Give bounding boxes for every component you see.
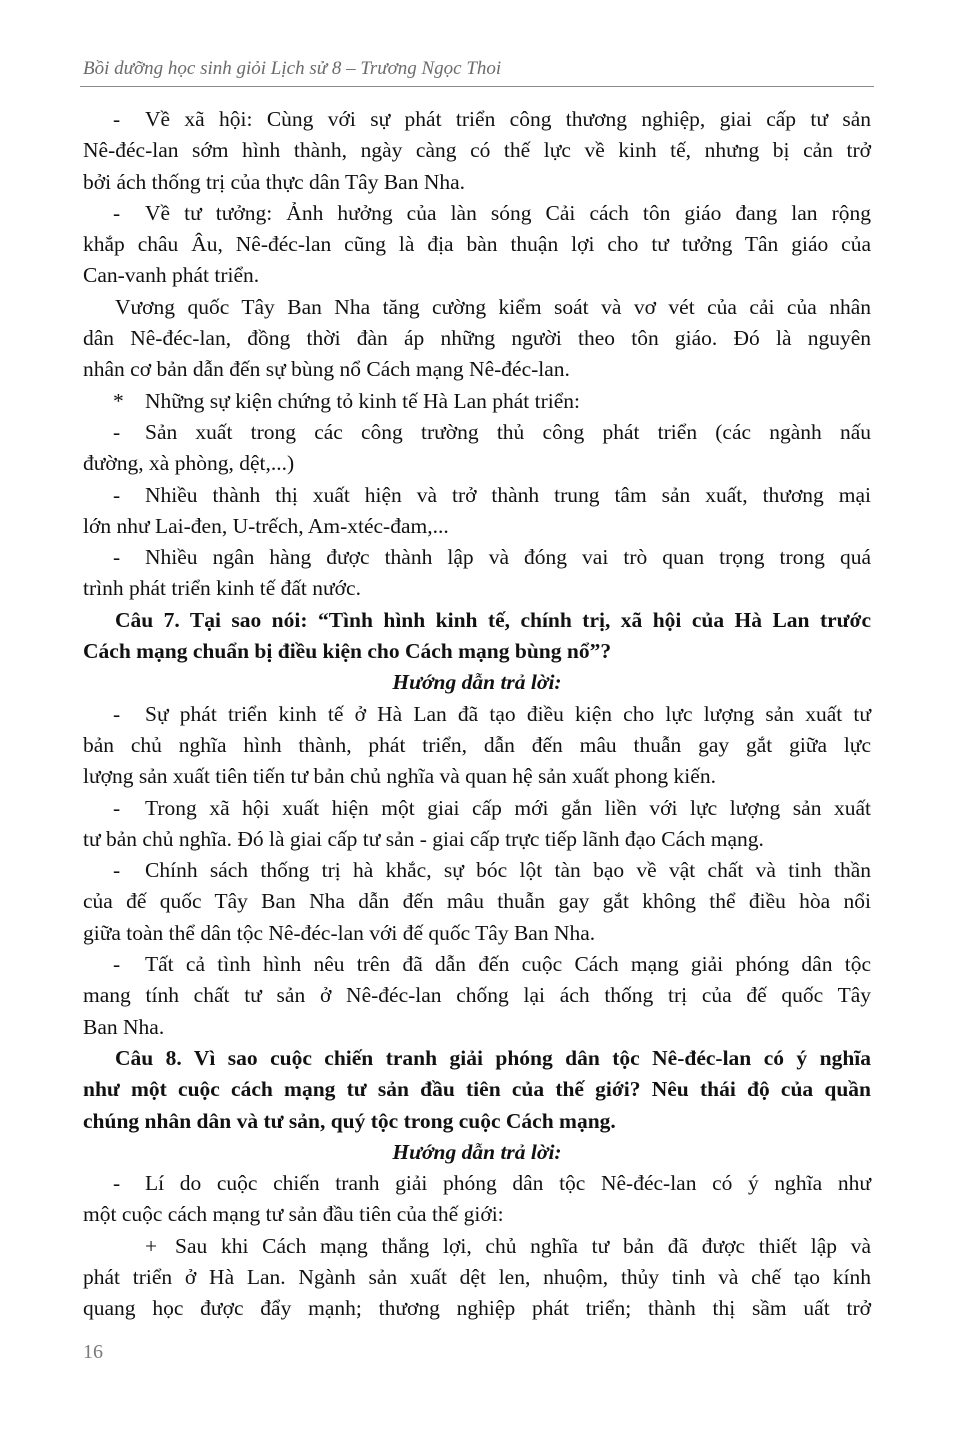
text-line: tư bản chủ nghĩa. Đó là giai cấp tư sản - giai cấp trực tiếp lãnh đạo Cách mạng. (83, 826, 764, 851)
list-marker: - (113, 107, 121, 131)
text-line (83, 855, 871, 886)
text-line: như một cuộc cách mạng tư sản đầu tiên của thế giới? Nêu thái độ của quần (83, 1077, 871, 1102)
text-line: giữa toàn thể dân tộc Nê-đéc-lan với đế quốc Tây Ban Nha. (83, 920, 596, 945)
list-marker: - (113, 200, 121, 225)
text-line (83, 198, 871, 229)
paragraph (83, 1231, 871, 1325)
text-line: lượng sản xuất tiên tiến tư bản chủ nghĩa và quan hệ sản xuất phong kiến. (83, 764, 716, 789)
paragraph (83, 417, 871, 480)
text-line: dân Nê-đéc-lan, đồng thời đàn áp những người theo tôn giáo. Đó là nguyên (83, 326, 871, 351)
answer-guide-heading (83, 667, 871, 698)
text-line: Câu 8. Vì sao cuộc chiến tranh giải phóng dân tộc Nê-đéc-lan có ý nghĩa (115, 1045, 871, 1070)
list-marker: * (113, 388, 124, 413)
line-text: Sau khi Cách mạng thắng lợi, chủ nghĩa tư bản đã được thiết lập và (175, 1233, 871, 1258)
line-text: Về xã hội: Cùng với sự phát triển công thương nghiệp, giai cấp tư sản (145, 107, 871, 131)
text-line (83, 1231, 871, 1262)
text-line (83, 480, 871, 511)
text-line (83, 417, 871, 448)
answer-guide-heading (83, 1137, 871, 1168)
text-line (83, 793, 871, 824)
text-line: Hướng dẫn trả lời: (392, 670, 562, 695)
text-line: Nê-đéc-lan sớm hình thành, ngày càng có thế lực về kinh tế, nhưng bị cản trở (83, 138, 871, 163)
text-line (83, 386, 871, 417)
line-text: Về tư tưởng: Ảnh hưởng của làn sóng Cải cách tôn giáo đang lan rộng (145, 200, 871, 225)
list-marker: - (113, 795, 121, 820)
paragraph (83, 949, 871, 1043)
list-marker: - (113, 545, 121, 570)
list-marker: - (113, 1171, 121, 1196)
paragraph (83, 292, 871, 386)
text-line (83, 1168, 871, 1199)
list-marker: - (113, 701, 121, 726)
list-marker: + (145, 1233, 158, 1258)
paragraph (83, 855, 871, 949)
text-line: Câu 7. Tại sao nói: “Tình hình kinh tế, chính trị, xã hội của Hà Lan trước (115, 607, 871, 632)
header-rule (80, 86, 874, 87)
line-text: Sản xuất trong các công trường thủ công phát triển (các ngành nấu (145, 419, 871, 444)
page-number: 16 (83, 1341, 103, 1363)
running-header: Bồi dưỡng học sinh giỏi Lịch sử 8 – Trương Ngọc Thoi (83, 58, 502, 79)
text-line: đường, xà phòng, dệt,...) (83, 451, 295, 476)
line-text: Tất cả tình hình nêu trên đã dẫn đến cuộc Cách mạng giải phóng dân tộc (145, 952, 871, 977)
list-marker: - (113, 482, 121, 507)
text-line: mang tính chất tư sản ở Nê-đéc-lan chống lại ách thống trị của đế quốc Tây (83, 983, 871, 1008)
paragraph (83, 386, 871, 417)
line-text: Sự phát triển kinh tế ở Hà Lan đã tạo điều kiện cho lực lượng sản xuất tư (145, 701, 871, 726)
text-line: một cuộc cách mạng tư sản đầu tiên của thế giới: (83, 1202, 504, 1227)
text-line: Ban Nha. (83, 1014, 165, 1039)
line-text: Lí do cuộc chiến tranh giải phóng dân tộc Nê-đéc-lan có ý nghĩa như (145, 1171, 871, 1196)
list-marker: - (113, 952, 121, 977)
line-text: Nhiều thành thị xuất hiện và trở thành trung tâm sản xuất, thương mại (145, 482, 871, 507)
text-line (83, 699, 871, 730)
text-line: bởi ách thống trị của thực dân Tây Ban Nha. (83, 169, 466, 194)
paragraph (83, 699, 871, 793)
question-heading (83, 1043, 871, 1137)
text-line: phát triển ở Hà Lan. Ngành sản xuất dệt len, nhuộm, thủy tinh và chế tạo kính (83, 1264, 871, 1289)
text-line: lớn như Lai-đen, U-trếch, Am-xtéc-đam,... (83, 513, 449, 538)
text-line: trình phát triển kinh tế đất nước. (83, 576, 361, 601)
text-line: Hướng dẫn trả lời: (392, 1139, 562, 1164)
text-line (83, 104, 871, 135)
question-heading (83, 605, 871, 668)
text-line: bản chủ nghĩa hình thành, phát triển, dẫn đến mâu thuẫn gay gắt giữa lực (83, 732, 871, 757)
paragraph (83, 542, 871, 605)
line-text: Những sự kiện chứng tỏ kinh tế Hà Lan phát triển: (145, 388, 581, 413)
paragraph (83, 1168, 871, 1231)
text-line (83, 542, 871, 573)
line-text: Nhiều ngân hàng được thành lập và đóng vai trò quan trọng trong quá (145, 545, 871, 570)
text-line: Cách mạng chuẩn bị điều kiện cho Cách mạng bùng nổ”? (83, 639, 612, 664)
text-line: quang học được đẩy mạnh; thương nghiệp phát triển; thành thị sầm uất trở (83, 1296, 871, 1321)
paragraph (83, 104, 871, 198)
text-line: khắp châu Âu, Nê-đéc-lan cũng là địa bàn thuận lợi cho tư tưởng Tân giáo của (83, 232, 871, 257)
paragraph (83, 793, 871, 856)
text-line: Vương quốc Tây Ban Nha tăng cường kiểm soát và vơ vét của cải của nhân (115, 294, 871, 319)
text-line (83, 949, 871, 980)
line-text: Trong xã hội xuất hiện một giai cấp mới gắn liền với lực lượng sản xuất (145, 795, 871, 820)
text-line: nhân cơ bản dẫn đến sự bùng nổ Cách mạng Nê-đéc-lan. (83, 357, 570, 382)
list-marker: - (113, 419, 121, 444)
text-line: chúng nhân dân và tư sản, quý tộc trong cuộc Cách mạng. (83, 1108, 616, 1133)
paragraph (83, 480, 871, 543)
text-line: của đế quốc Tây Ban Nha dẫn đến mâu thuẫn gay gắt không thể điều hòa nổi (83, 889, 871, 914)
list-marker: - (113, 858, 121, 883)
line-text: Chính sách thống trị hà khắc, sự bóc lột tàn bạo về vật chất và tinh thần (145, 858, 871, 883)
paragraph (83, 198, 871, 292)
page-body (83, 104, 871, 1325)
text-line: Can-vanh phát triển. (83, 263, 260, 288)
